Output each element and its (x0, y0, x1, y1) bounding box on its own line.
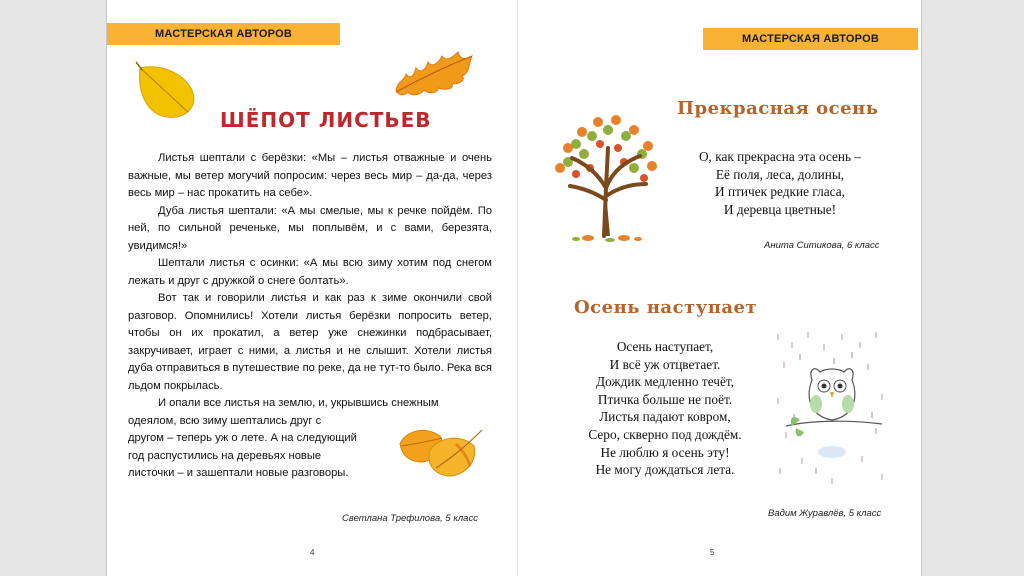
story-paragraph: Шептали листья с осинки: «А мы всю зиму хотим под снегом лежать и друг с дружкой о снеге болтать». (128, 257, 492, 287)
poem2-line: Осень наступает, (616, 339, 714, 354)
poem2-line: И всё уж отцветает. (609, 356, 721, 372)
story-paragraph-last-line5: листочки – и зашептали новые разговоры. (128, 467, 349, 479)
poem1-text (680, 148, 880, 218)
story-paragraph-last-line1: И опали все листья на землю, и, укрывшись снежным (158, 397, 439, 409)
poem2-line: Птичка больше не поёт. (597, 391, 733, 407)
section-header-right: МАСТЕРСКАЯ АВТОРОВ (703, 28, 918, 50)
oak-leaf-icon (388, 46, 478, 98)
poem2-author: Вадим Журавлёв, 5 класс (768, 508, 882, 519)
story-paragraph: Дуба листья шептали: «А мы смелые, мы к речке пойдём. По ней, по сильной реченьке, мы поплывём, и с вами, березята, увидимся!» (128, 204, 492, 252)
story-title: ШЁПОТ ЛИСТЬЕВ (220, 108, 432, 132)
section-header-left: МАСТЕРСКАЯ АВТОРОВ (107, 23, 340, 45)
aspen-leaves-icon (396, 420, 488, 482)
poem1-line: О, как прекрасна эта осень – (698, 149, 862, 164)
autumn-tree-icon (548, 108, 666, 244)
poem2-line: Серо, скверно под дождём. (588, 426, 742, 442)
poem2-line: Дождик медленно течёт, (596, 374, 734, 390)
poem1-title: Прекрасная осень (677, 98, 879, 119)
poem1-line: Её поля, леса, долины, (715, 166, 845, 182)
birch-leaf-icon (134, 60, 200, 122)
story-paragraph: Листья шептали с берёзки: «Мы – листья отважные и очень важные, мы ветер могучий попросим: через весь мир – да-да, через весь мир – нас прокатить на себе». (128, 152, 492, 199)
poem1-line: И птичек редкие гласа, (715, 184, 845, 200)
story-paragraph-last-line2: одеялом, всю зиму шептались друг с (128, 414, 322, 427)
poem2-line: Листья падают ковром, (599, 409, 731, 425)
poem1-line: И деревца цветные! (723, 201, 837, 217)
owl-in-rain-icon (772, 328, 888, 488)
page-edge-left (106, 0, 107, 576)
right-page (518, 0, 921, 576)
poem2-line: Не могу дождаться лета. (595, 462, 735, 478)
page-number-right: 5 (710, 548, 715, 557)
poem1-author: Анита Ситикова, 6 класс (764, 240, 880, 251)
story-paragraph: Вот так и говорили листья и как раз к зиме окончили свой разговор. Опомнились! Хотели листья берёзки попросить ветер, чтобы он их прокатил, а ветер уже снежинки подбрасывает, закручивает, играет с ними, а листья и не слышит. Хотели листья дуба отправиться в путешествие по реке, да не тут-то было. Река вся льдом покрылась. (128, 292, 492, 392)
story-paragraph-last-line3: другом – теперь уж о лете. А на следующий (128, 432, 357, 444)
poem2-title: Осень наступает (574, 297, 758, 318)
story-author: Светлана Трефилова, 5 класс (342, 513, 478, 524)
poem2-line: Не люблю я осень эту! (600, 444, 730, 460)
page-number-left: 4 (310, 548, 315, 557)
story-paragraph-last-line4: год распустились на деревьях новые (128, 449, 322, 462)
poem2-text (565, 338, 765, 479)
page-edge-right (921, 0, 922, 576)
